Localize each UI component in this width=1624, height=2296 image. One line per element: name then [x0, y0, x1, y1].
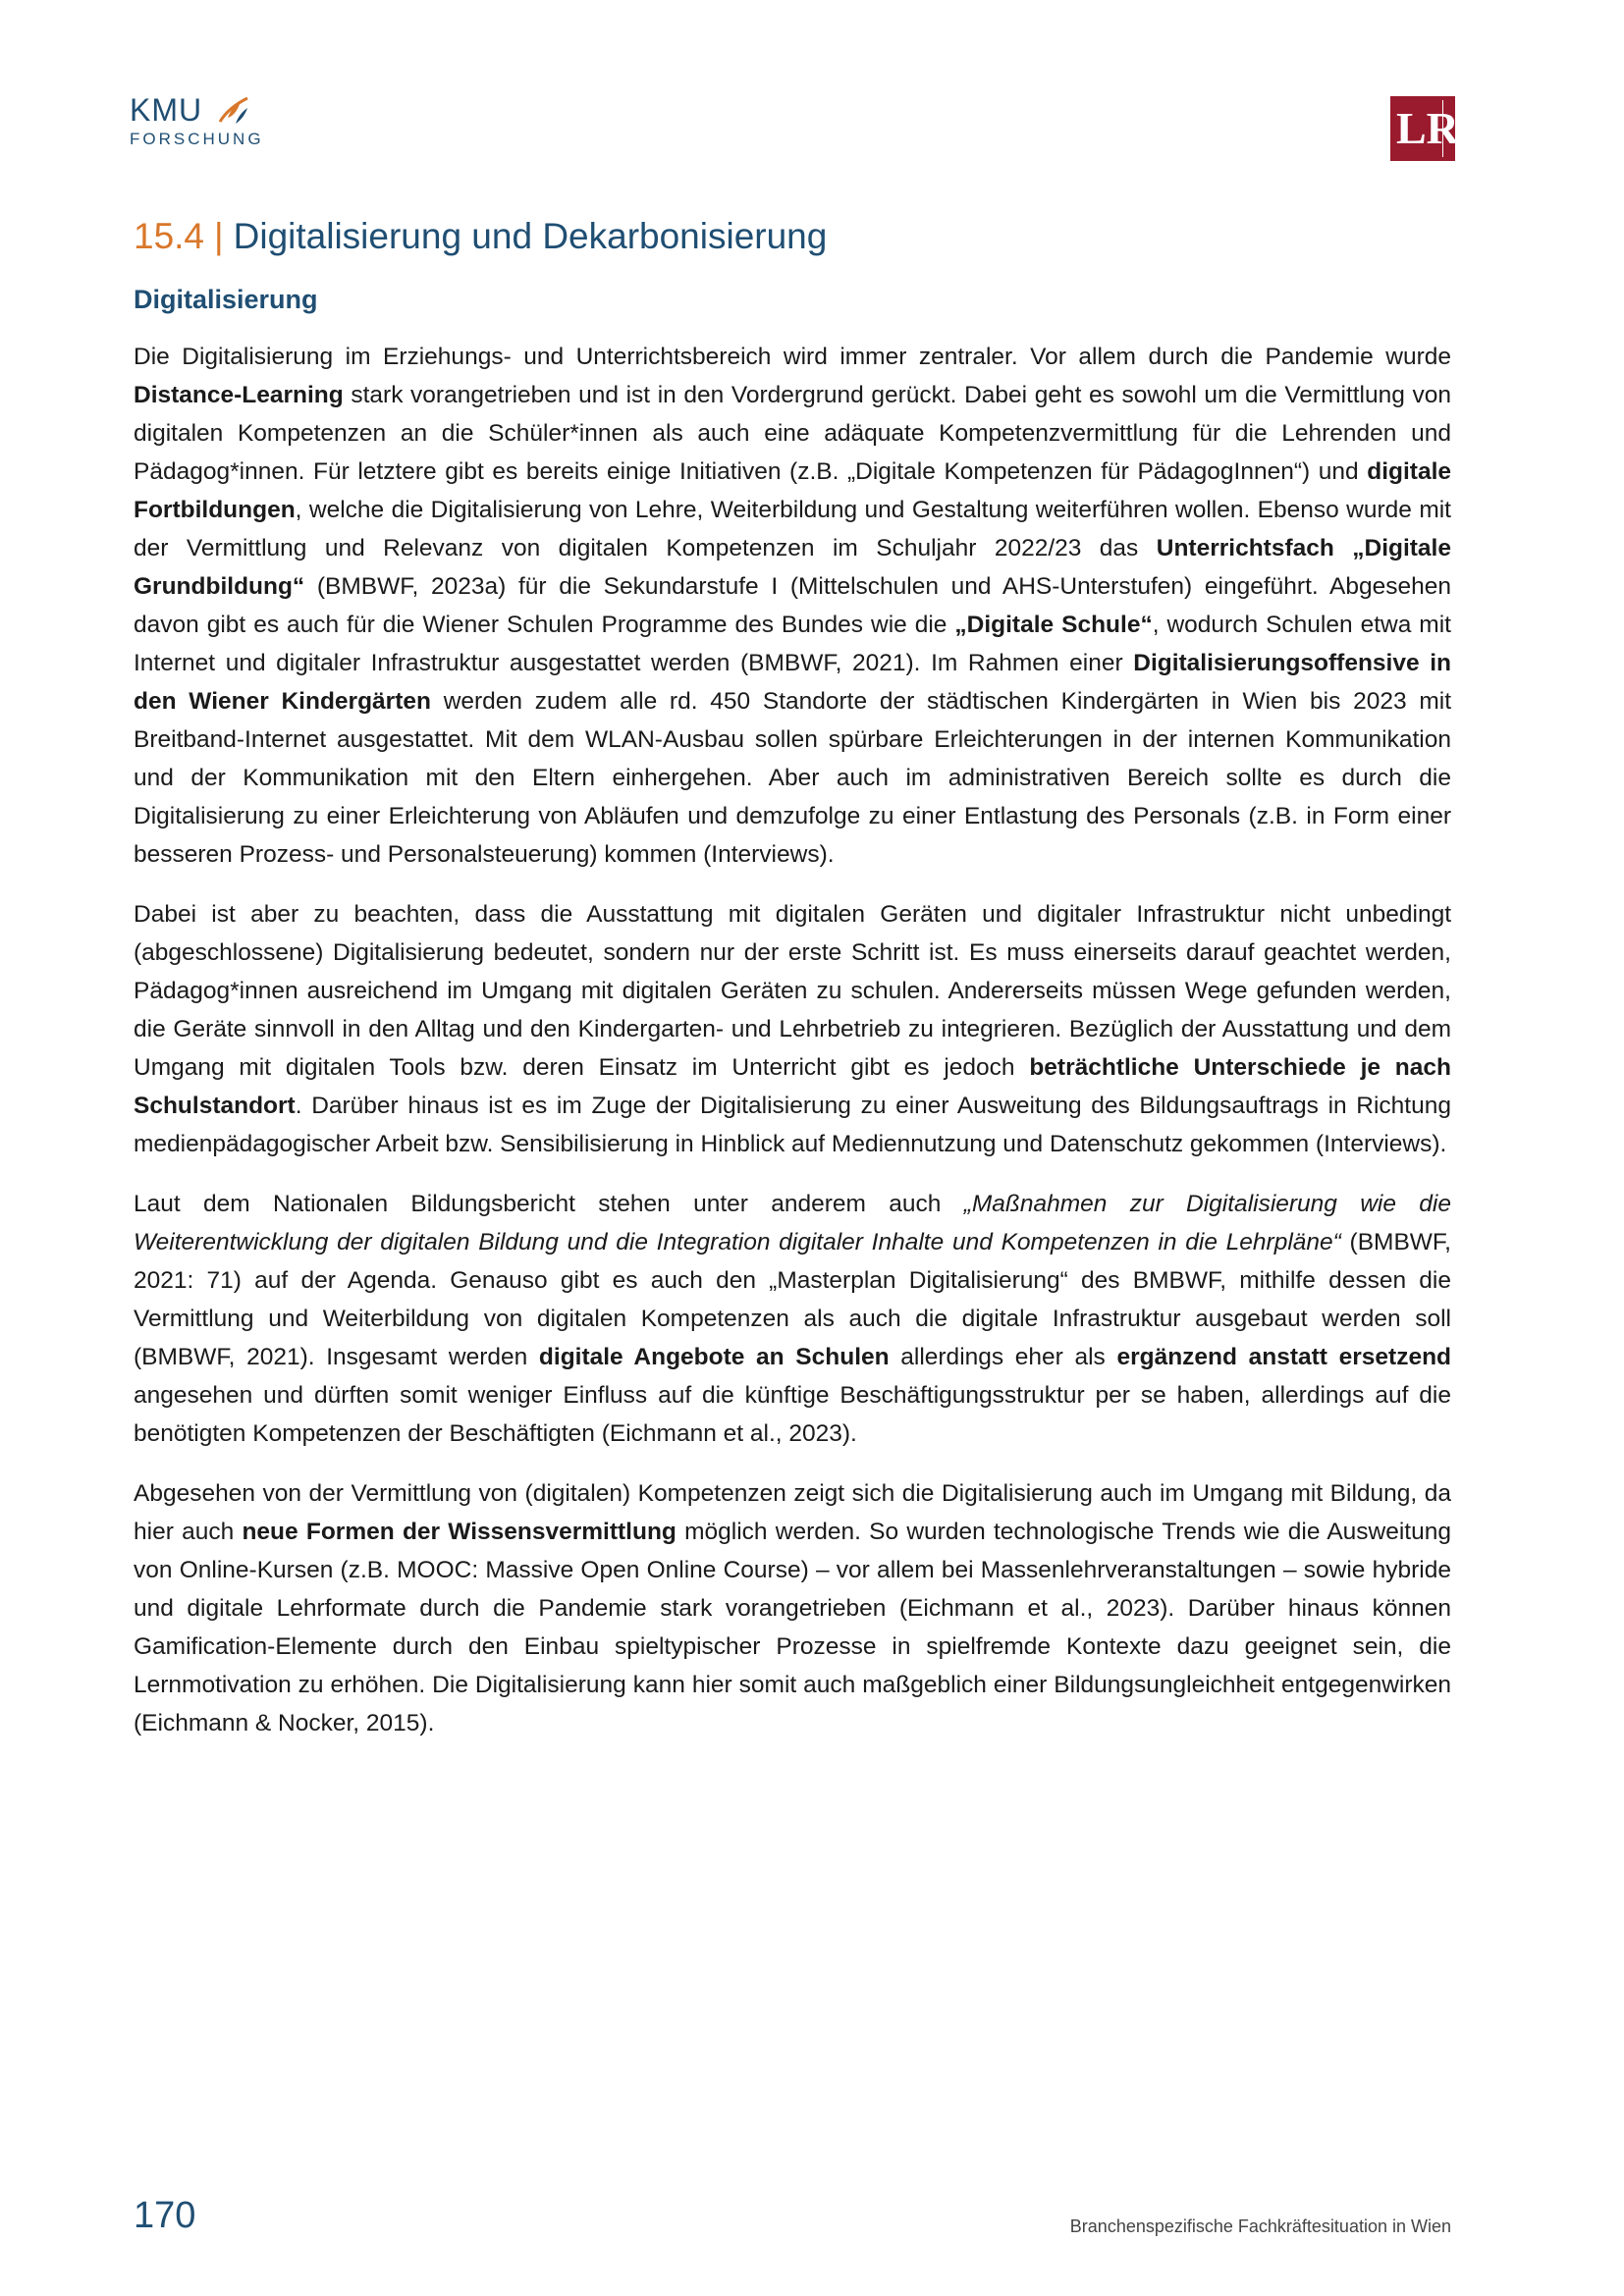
text-run: Abgesehen von der Vermittlung von (digitalen) Kompetenzen zeigt sich die Digitalisierung auch im Umgang mit Bildung, da hier auch: [134, 1480, 1451, 1545]
bold-text: digitale Fortbildungen: [134, 458, 1451, 523]
italic-quote: „Maßnahmen zur Digitalisierung wie die Weiterentwicklung der digitalen Bildung und die Integration digitaler Inhalte und Kompetenzen in die Lehrpläne“: [134, 1191, 1452, 1255]
bold-text: digitale Angebote an Schulen: [538, 1344, 890, 1370]
section-number: 15.4: [134, 216, 205, 256]
subsection-title: Digitalisierung: [134, 285, 318, 314]
lr-logo-text: LR: [1396, 103, 1459, 153]
kmu-logo-subtitle: FORSCHUNG: [130, 130, 264, 148]
text-run: Laut dem Nationalen Bildungsbericht stehen unter anderem auch: [134, 1191, 964, 1217]
kmu-logo-text: KMU: [130, 92, 203, 128]
text-run: , welche die Digitalisierung von Lehre, Weiterbildung und Gestaltung weiterführen wollen. Ebenso wurde mit der Vermittlung und Relevanz von digitalen Kompetenzen im Schuljahr 2022/23 das: [134, 497, 1451, 561]
text-run: stark vorangetrieben und ist in den Vordergrund gerückt. Dabei geht es sowohl um die Vermittlung von digitalen Kompetenzen an die Schüler*innen als auch eine adäquate Kompetenzvermittlung für die Lehrenden und Pädagog*innen. Für letztere gibt es bereits einige Initiativen (z.B. „Digitale Kompetenzen für PädagogInnen“) und: [134, 382, 1451, 485]
text-run: . Darüber hinaus ist es im Zuge der Digitalisierung zu einer Ausweitung des Bildungsauftrags in Richtung medienpädagogischer Arbeit bzw. Sensibilisierung in Hinblick auf Mediennutzung und Datenschutz gekommen (Interviews).: [134, 1093, 1451, 1157]
leaf-icon: [216, 94, 251, 128]
bold-text: beträchtliche Unterschiede je nach Schulstandort: [134, 1054, 1451, 1119]
footer-document-title: Branchenspezifische Fachkräftesituation in Wien: [1069, 2216, 1451, 2236]
bold-text: neue Formen der Wissensvermittlung: [242, 1519, 677, 1545]
section-title: Digitalisierung und Dekarbonisierung: [233, 216, 828, 256]
kmu-forschung-logo: [130, 92, 267, 151]
bold-text: ergänzend anstatt ersetzend: [1116, 1344, 1452, 1370]
text-run: Dabei ist aber zu beachten, dass die Ausstattung mit digitalen Geräten und digitaler Infrastruktur nicht unbedingt (abgeschlossene) Digitalisierung bedeutet, sondern nur der erste Schritt ist. Es muss einerseits darauf geachtet werden, Pädagog*innen ausreichend im Umgang mit digitalen Geräten zu schulen. Andererseits müssen Wege gefunden werden, die Geräte sinnvoll in den Alltag und den Kindergarten- und Lehrbetrieb zu integrieren. Bezüglich der Ausstattung und dem Umgang mit digitalen Tools bzw. deren Einsatz im Unterricht gibt es jedoch: [134, 901, 1451, 1081]
bold-text: Digitalisierungsoffensive in den Wiener Kindergärten: [134, 650, 1451, 715]
paragraph: [134, 895, 1451, 1163]
text-run: Die Digitalisierung im Erziehungs- und Unterrichtsbereich wird immer zentraler. Vor allem durch die Pandemie wurde: [134, 344, 1451, 370]
section-separator: |: [214, 216, 224, 256]
lr-logo-sidebar: [1442, 100, 1453, 157]
text-run: möglich werden. So wurden technologische Trends wie die Ausweitung von Online-Kursen (z.B. MOOC: Massive Open Online Course) – vor allem bei Massenlehrveranstaltungen – sowie hybride und digitale Lehrformate durch die Pandemie stark vorangetrieben (Eichmann et al., 2023). Darüber hinaus können Gamification-Elemente durch den Einbau spieltypischer Prozesse in spielfremde Kontexte dazu geeignet sein, die Lernmotivation zu erhöhen. Die Digitalisierung kann hier somit auch maßgeblich einer Bildungsungleichheit entgegenwirken (Eichmann & Nocker, 2015).: [134, 1519, 1451, 1736]
bold-text: Distance-Learning: [134, 382, 344, 408]
text-run: allerdings eher als: [889, 1344, 1117, 1370]
bold-text: Unterrichtsfach „Digitale Grundbildung“: [134, 535, 1451, 600]
paragraph: [134, 338, 1451, 874]
section-heading: [134, 216, 827, 257]
text-run: angesehen und dürften somit weniger Einfluss auf die künftige Beschäftigungsstruktur per se haben, allerdings auf die benötigten Kompetenzen der Beschäftigten (Eichmann et al., 2023).: [134, 1382, 1451, 1447]
page-number: 170: [134, 2195, 196, 2236]
bold-text: „Digitale Schule“: [954, 612, 1153, 638]
text-run: (BMBWF, 2021: 71) auf der Agenda. Genauso gibt es auch den „Masterplan Digitalisierung“ des BMBWF, mithilfe dessen die Vermittlung und Weiterbildung von digitalen Kompetenzen als auch die digitale Infrastruktur ausgebaut werden soll (BMBWF, 2021). Insgesamt werden: [134, 1229, 1451, 1370]
body-text: [134, 338, 1451, 1764]
text-run: , wodurch Schulen etwa mit Internet und digitaler Infrastruktur ausgestattet werden (BMBWF, 2021). Im Rahmen einer: [134, 612, 1451, 676]
lr-logo: [1390, 96, 1459, 161]
text-run: werden zudem alle rd. 450 Standorte der städtischen Kindergärten in Wien bis 2023 mit Breitband-Internet ausgestattet. Mit dem WLAN-Ausbau sollen spürbare Erleichterungen in der internen Kommunikation und der Kommunikation mit den Eltern einhergehen. Aber auch im administrativen Bereich sollte es durch die Digitalisierung zu einer Erleichterung von Abläufen und demzufolge zu einer Entlastung des Personals (z.B. in Form einer besseren Prozess- und Personalsteuerung) kommen (Interviews).: [134, 688, 1451, 868]
paragraph: [134, 1185, 1451, 1453]
text-run: (BMBWF, 2023a) für die Sekundarstufe I (Mittelschulen und AHS-Unterstufen) eingeführt. Abgesehen davon gibt es auch für die Wiener Schulen Programme des Bundes wie die: [134, 573, 1451, 638]
paragraph: [134, 1474, 1451, 1742]
